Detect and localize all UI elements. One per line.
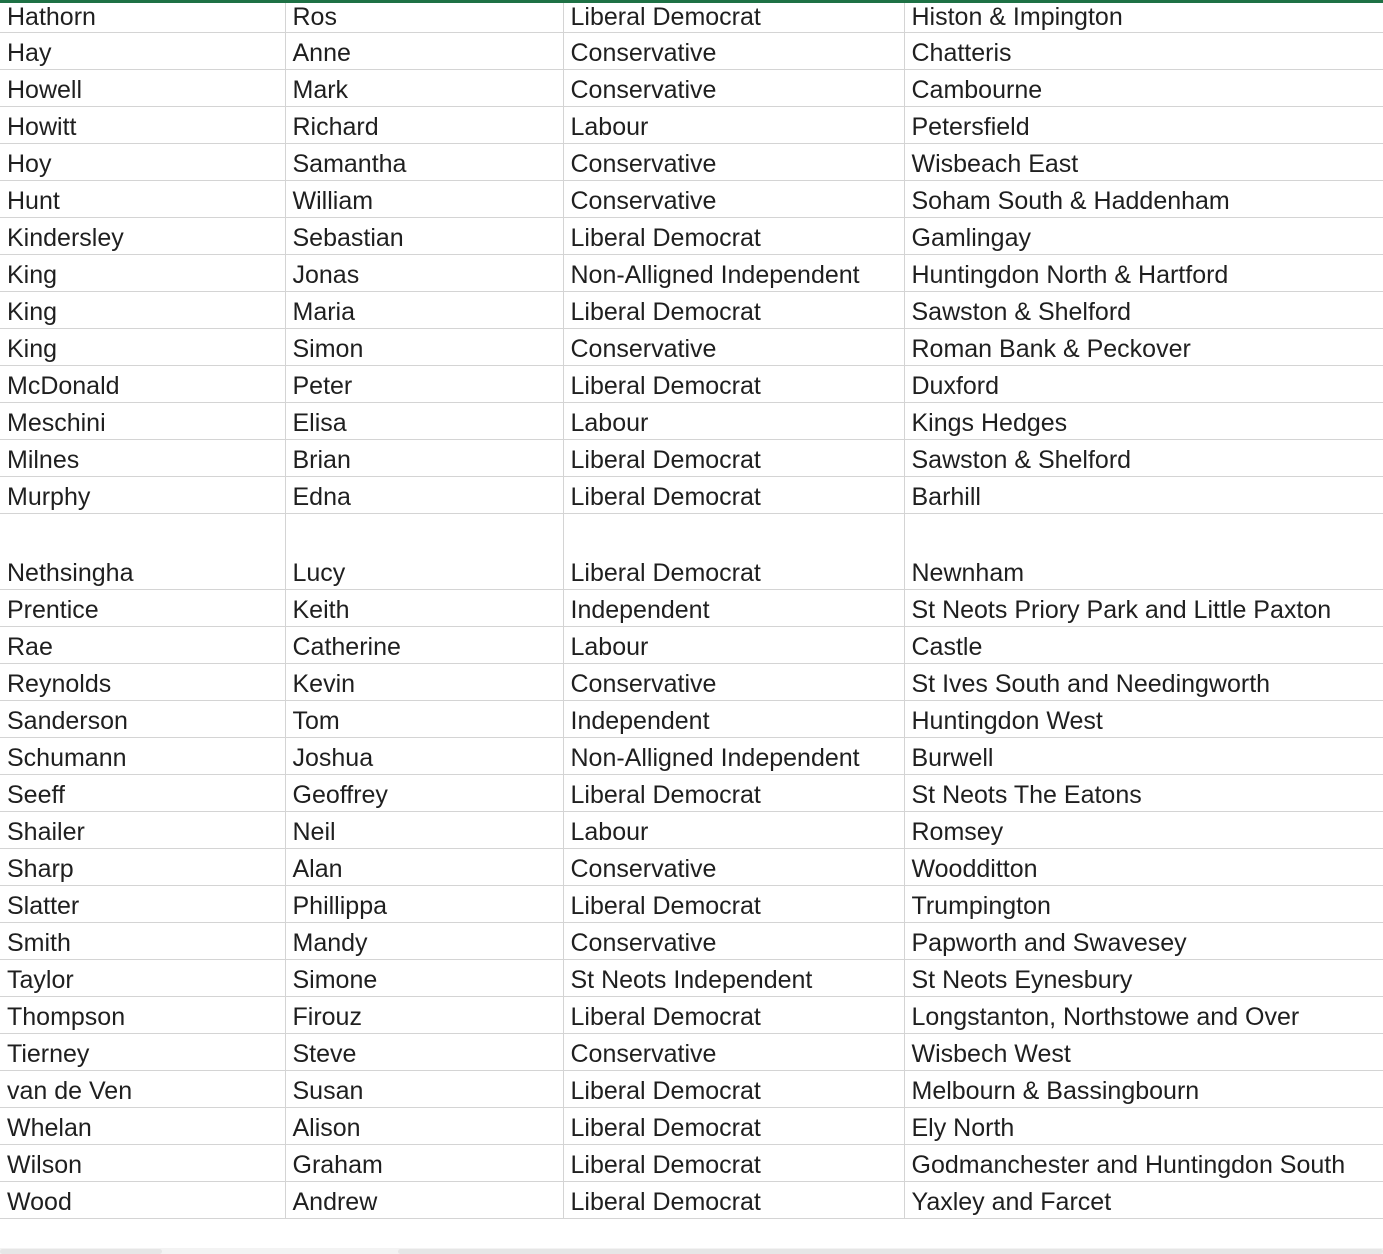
table-row: [0, 365, 1383, 402]
cell-surname[interactable]: McDonald: [0, 365, 285, 402]
cell-party[interactable]: Liberal Democrat: [563, 996, 904, 1033]
cell-division[interactable]: Roman Bank & Peckover: [904, 328, 1383, 365]
cell-division[interactable]: Petersfield: [904, 106, 1383, 143]
cell-surname[interactable]: Hunt: [0, 180, 285, 217]
cell-division[interactable]: Duxford: [904, 365, 1383, 402]
cell-division[interactable]: Gamlingay: [904, 217, 1383, 254]
cell-surname[interactable]: Seeff: [0, 774, 285, 811]
cell-division[interactable]: Godmanchester and Huntingdon South: [904, 1144, 1383, 1181]
cell-party[interactable]: Labour: [563, 106, 904, 143]
cell-forename[interactable]: Simon: [285, 328, 563, 365]
cell-division[interactable]: Wisbech West: [904, 1033, 1383, 1070]
cell-division[interactable]: Ely North: [904, 1107, 1383, 1144]
cell-party[interactable]: Liberal Democrat: [563, 1181, 904, 1218]
cell-division[interactable]: St Neots Eynesbury: [904, 959, 1383, 996]
cell-surname[interactable]: Taylor: [0, 959, 285, 996]
cell-surname[interactable]: Kindersley: [0, 217, 285, 254]
cell-party[interactable]: Labour: [563, 626, 904, 663]
cell-party[interactable]: Liberal Democrat: [563, 1107, 904, 1144]
table-row: [0, 69, 1383, 106]
cell-surname[interactable]: Reynolds: [0, 663, 285, 700]
cell-surname[interactable]: Hay: [0, 32, 285, 69]
cell-forename[interactable]: Elisa: [285, 402, 563, 439]
cell-party[interactable]: Liberal Democrat: [563, 0, 904, 32]
cell-forename[interactable]: Graham: [285, 1144, 563, 1181]
cell-division[interactable]: Histon & Impington: [904, 0, 1383, 32]
cell-party[interactable]: Conservative: [563, 663, 904, 700]
cell-surname[interactable]: Sanderson: [0, 700, 285, 737]
cell-surname[interactable]: Thompson: [0, 996, 285, 1033]
cell-surname[interactable]: Tierney: [0, 1033, 285, 1070]
table-row: [0, 328, 1383, 365]
table-row: [0, 1070, 1383, 1107]
cell-division[interactable]: St Neots The Eatons: [904, 774, 1383, 811]
cell-party[interactable]: Liberal Democrat: [563, 291, 904, 328]
cell-forename[interactable]: Neil: [285, 811, 563, 848]
cell-forename[interactable]: Peter: [285, 365, 563, 402]
cell-division[interactable]: Romsey: [904, 811, 1383, 848]
cell-forename[interactable]: Brian: [285, 439, 563, 476]
cell-forename[interactable]: William: [285, 180, 563, 217]
cell-division[interactable]: Chatteris: [904, 32, 1383, 69]
cell-party[interactable]: Conservative: [563, 922, 904, 959]
table-row: [0, 402, 1383, 439]
cell-forename[interactable]: Catherine: [285, 626, 563, 663]
cell-party[interactable]: Liberal Democrat: [563, 885, 904, 922]
table-row: [0, 32, 1383, 69]
table-row: [0, 626, 1383, 663]
table-row: [0, 0, 1383, 32]
cell-party[interactable]: Independent: [563, 589, 904, 626]
cell-forename[interactable]: Geoffrey: [285, 774, 563, 811]
cell-division[interactable]: Burwell: [904, 737, 1383, 774]
table-row: [0, 959, 1383, 996]
selection-accent-bar: [0, 0, 1383, 3]
cell-surname[interactable]: Milnes: [0, 439, 285, 476]
cell-forename[interactable]: Mandy: [285, 922, 563, 959]
cell-surname[interactable]: Hoy: [0, 143, 285, 180]
cell-party[interactable]: St Neots Independent: [563, 959, 904, 996]
cell-surname[interactable]: Howitt: [0, 106, 285, 143]
table-row: [0, 1107, 1383, 1144]
cell-division[interactable]: Melbourn & Bassingbourn: [904, 1070, 1383, 1107]
table-row: [0, 774, 1383, 811]
cell-party[interactable]: Conservative: [563, 328, 904, 365]
cell-party[interactable]: Conservative: [563, 848, 904, 885]
cell-surname[interactable]: Shailer: [0, 811, 285, 848]
cell-forename[interactable]: Samantha: [285, 143, 563, 180]
cell-surname[interactable]: Wilson: [0, 1144, 285, 1181]
table-row: [0, 513, 1383, 589]
cell-forename[interactable]: Susan: [285, 1070, 563, 1107]
table-row: [0, 143, 1383, 180]
cell-forename[interactable]: Alan: [285, 848, 563, 885]
cell-party[interactable]: Non-Alligned Independent: [563, 737, 904, 774]
horizontal-scrollbar-thumb[interactable]: [398, 1249, 1383, 1254]
table-row: [0, 1144, 1383, 1181]
cell-party[interactable]: Liberal Democrat: [563, 217, 904, 254]
cell-surname[interactable]: Rae: [0, 626, 285, 663]
table-row: [0, 1181, 1383, 1218]
cell-forename[interactable]: Andrew: [285, 1181, 563, 1218]
cell-forename[interactable]: Edna: [285, 476, 563, 513]
cell-forename[interactable]: Anne: [285, 32, 563, 69]
table-row: [0, 254, 1383, 291]
sheet-tab-area[interactable]: [0, 1249, 162, 1254]
cell-division[interactable]: Yaxley and Farcet: [904, 1181, 1383, 1218]
cell-forename[interactable]: Ros: [285, 0, 563, 32]
cell-division[interactable]: St Neots Priory Park and Little Paxton: [904, 589, 1383, 626]
cell-forename[interactable]: Kevin: [285, 663, 563, 700]
cell-party[interactable]: Liberal Democrat: [563, 476, 904, 513]
cell-forename[interactable]: Jonas: [285, 254, 563, 291]
cell-party[interactable]: Labour: [563, 811, 904, 848]
cell-surname[interactable]: Slatter: [0, 885, 285, 922]
table-row: [0, 885, 1383, 922]
cell-surname[interactable]: Howell: [0, 69, 285, 106]
table-row: [0, 439, 1383, 476]
cell-surname[interactable]: Murphy: [0, 476, 285, 513]
cell-division[interactable]: Soham South & Haddenham: [904, 180, 1383, 217]
table-row: [0, 811, 1383, 848]
cell-party[interactable]: Conservative: [563, 69, 904, 106]
table-row: [0, 996, 1383, 1033]
cell-forename[interactable]: Richard: [285, 106, 563, 143]
table-row: [0, 291, 1383, 328]
table-row: [0, 106, 1383, 143]
table-row: [0, 589, 1383, 626]
cell-surname[interactable]: Sharp: [0, 848, 285, 885]
cell-forename[interactable]: Steve: [285, 1033, 563, 1070]
cell-division[interactable]: Huntingdon West: [904, 700, 1383, 737]
table-row: [0, 700, 1383, 737]
cell-party[interactable]: Liberal Democrat: [563, 1144, 904, 1181]
cell-surname[interactable]: Smith: [0, 922, 285, 959]
cell-forename[interactable]: Phillippa: [285, 885, 563, 922]
cell-surname[interactable]: Schumann: [0, 737, 285, 774]
cell-division[interactable]: Castle: [904, 626, 1383, 663]
table-row: [0, 217, 1383, 254]
cell-party[interactable]: Liberal Democrat: [563, 365, 904, 402]
table-row: [0, 180, 1383, 217]
cell-division[interactable]: Papworth and Swavesey: [904, 922, 1383, 959]
table-row: [0, 922, 1383, 959]
cell-party[interactable]: Liberal Democrat: [563, 774, 904, 811]
cell-forename[interactable]: Sebastian: [285, 217, 563, 254]
cell-division[interactable]: Trumpington: [904, 885, 1383, 922]
cell-division[interactable]: Kings Hedges: [904, 402, 1383, 439]
cell-forename[interactable]: Joshua: [285, 737, 563, 774]
cell-division[interactable]: St Ives South and Needingworth: [904, 663, 1383, 700]
cell-division[interactable]: Sawston & Shelford: [904, 439, 1383, 476]
cell-division[interactable]: Wisbeach East: [904, 143, 1383, 180]
table-row: [0, 476, 1383, 513]
cell-surname[interactable]: Meschini: [0, 402, 285, 439]
cell-forename[interactable]: Maria: [285, 291, 563, 328]
cell-surname[interactable]: King: [0, 254, 285, 291]
table-row: [0, 737, 1383, 774]
cell-division[interactable]: Woodditton: [904, 848, 1383, 885]
cell-forename[interactable]: Firouz: [285, 996, 563, 1033]
cell-division[interactable]: Barhill: [904, 476, 1383, 513]
table-row: [0, 1033, 1383, 1070]
cell-division[interactable]: Longstanton, Northstowe and Over: [904, 996, 1383, 1033]
table-row: [0, 663, 1383, 700]
cell-party[interactable]: Labour: [563, 402, 904, 439]
cell-surname[interactable]: Prentice: [0, 589, 285, 626]
cell-forename[interactable]: Keith: [285, 589, 563, 626]
cell-forename[interactable]: Tom: [285, 700, 563, 737]
cell-party[interactable]: Liberal Democrat: [563, 439, 904, 476]
cell-party[interactable]: Conservative: [563, 1033, 904, 1070]
cell-surname[interactable]: King: [0, 291, 285, 328]
cell-surname[interactable]: King: [0, 328, 285, 365]
cell-party[interactable]: Conservative: [563, 32, 904, 69]
cell-forename[interactable]: Mark: [285, 69, 563, 106]
cell-division[interactable]: Newnham: [904, 513, 1383, 589]
cell-party[interactable]: Liberal Democrat: [563, 1070, 904, 1107]
cell-division[interactable]: Huntingdon North & Hartford: [904, 254, 1383, 291]
cell-division[interactable]: Sawston & Shelford: [904, 291, 1383, 328]
cell-party[interactable]: Liberal Democrat: [563, 513, 904, 589]
cell-party[interactable]: Independent: [563, 700, 904, 737]
table-row: [0, 848, 1383, 885]
cell-surname[interactable]: van de Ven: [0, 1070, 285, 1107]
cell-party[interactable]: Non-Alligned Independent: [563, 254, 904, 291]
cell-surname[interactable]: Wood: [0, 1181, 285, 1218]
cell-party[interactable]: Conservative: [563, 143, 904, 180]
cell-forename[interactable]: Lucy: [285, 513, 563, 589]
cell-division[interactable]: Cambourne: [904, 69, 1383, 106]
cell-surname[interactable]: Whelan: [0, 1107, 285, 1144]
cell-surname[interactable]: Hathorn: [0, 0, 285, 32]
cell-forename[interactable]: Simone: [285, 959, 563, 996]
cell-forename[interactable]: Alison: [285, 1107, 563, 1144]
cell-surname[interactable]: Nethsingha: [0, 513, 285, 589]
cell-party[interactable]: Conservative: [563, 180, 904, 217]
